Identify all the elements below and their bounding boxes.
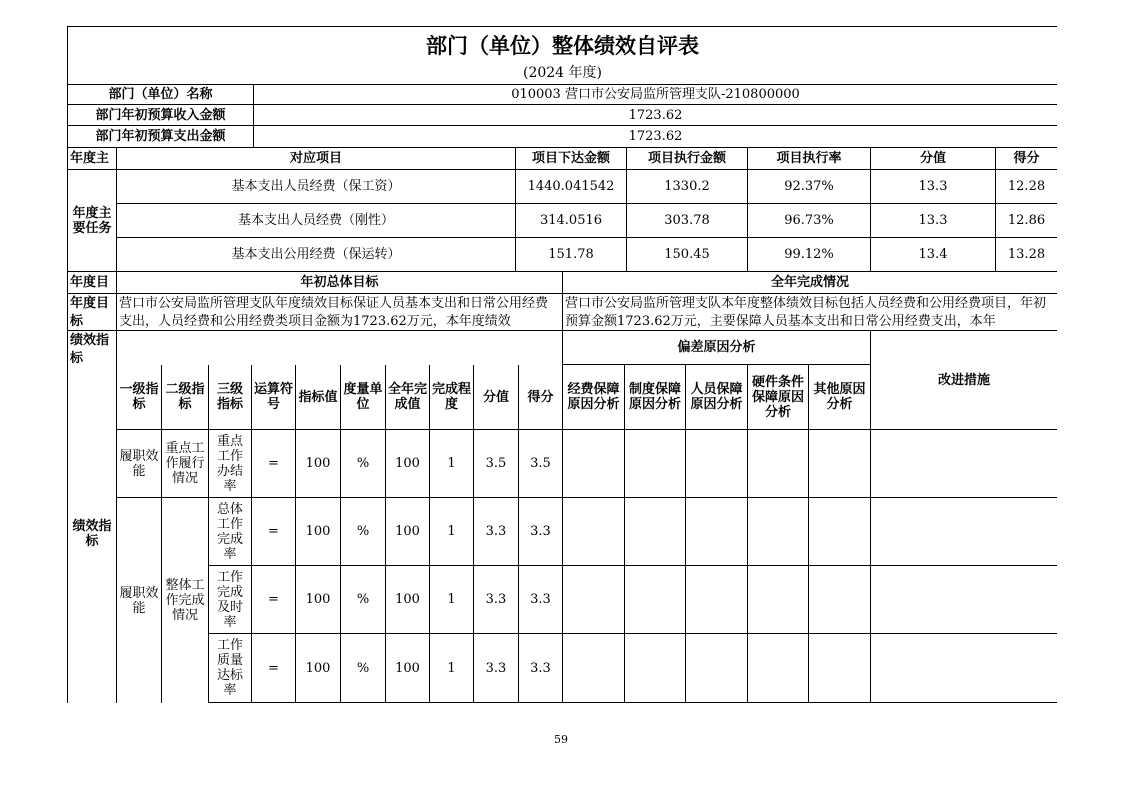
ind-header-degree: 完成程度: [430, 365, 474, 430]
task-row-1-allocated: 1440.041542: [516, 170, 627, 204]
ind-row-3-improve: [871, 566, 1057, 634]
task-row-2-score: 12.86: [996, 204, 1057, 238]
task-row-2-item: 基本支出人员经费（刚性）: [117, 204, 516, 238]
goals-completion-text: 营口市公安局监所管理支队本年度整体绩效目标包括人员经费和公用经费项目，年初预算金额1723.62万元，主要保障人员基本支出和日常公用经费支出，本年: [563, 294, 1057, 331]
ind-row-1-level2: 重点工作履行情况: [162, 430, 209, 498]
task-row-2-allocated: 314.0516: [516, 204, 627, 238]
ind-row-4-operator: =: [252, 634, 296, 703]
task-row-3-executed: 150.45: [627, 238, 748, 272]
ind-row-3-unit: %: [341, 566, 386, 634]
ind-header-deviation: 偏差原因分析: [563, 331, 871, 365]
ind-row-3-degree: 1: [430, 566, 474, 634]
ind-header-spacer: [117, 331, 563, 365]
ind-header-unit: 度量单位: [341, 365, 386, 430]
task-row-1-score: 12.28: [996, 170, 1057, 204]
ind-row-1-dev-hardware: [748, 430, 809, 498]
ind-row-4-dev-staff: [686, 634, 748, 703]
task-row-2-executed: 303.78: [627, 204, 748, 238]
page-number: 59: [554, 733, 568, 746]
ind-row-1-unit: %: [341, 430, 386, 498]
ind-row-3-dev-funding: [563, 566, 625, 634]
income-label: 部门年初预算收入金额: [68, 105, 254, 126]
ind-header-dev-funding: 经费保障原因分析: [563, 365, 625, 430]
ind-row-4-improve: [871, 634, 1057, 703]
ind-row-4-target: 100: [296, 634, 341, 703]
ind-header-dev-other: 其他原因分析: [809, 365, 871, 430]
ind-row-1-degree: 1: [430, 430, 474, 498]
ind-row-1-annual: 100: [386, 430, 430, 498]
ind-row-2-target: 100: [296, 498, 341, 566]
task-row-3-allocated: 151.78: [516, 238, 627, 272]
ind-row-1-dev-other: [809, 430, 871, 498]
ind-row-2-unit: %: [341, 498, 386, 566]
ind-row-4-dev-hardware: [748, 634, 809, 703]
ind-row-4-dev-system: [625, 634, 686, 703]
ind-row-4-level3: 工作质量达标率: [209, 634, 252, 703]
tasks-side-label: 年度主要任务: [68, 170, 117, 272]
page-title: 部门（单位）整体绩效自评表: [426, 32, 699, 58]
ind-row-3-dev-system: [625, 566, 686, 634]
tasks-header-allocated: 项目下达金额: [516, 148, 627, 170]
goals-completion-header: 全年完成情况: [563, 272, 1057, 294]
ind-row-1-score: 3.5: [519, 430, 563, 498]
ind-row-3-dev-staff: [686, 566, 748, 634]
ind-header-score-value: 分值: [474, 365, 519, 430]
ind-row-1-level1: 履职效能: [117, 430, 162, 498]
task-row-3-rate: 99.12%: [748, 238, 871, 272]
goals-side-label: 年度目标: [68, 294, 117, 331]
task-row-2-rate: 96.73%: [748, 204, 871, 238]
goals-initial-header: 年初总体目标: [117, 272, 563, 294]
ind-header-improve: 改进措施: [871, 331, 1057, 430]
ind-row-3-level3: 工作完成及时率: [209, 566, 252, 634]
goals-initial-text: 营口市公安局监所管理支队年度绩效目标保证人员基本支出和日常公用经费支出，人员经费和公用经费类项目金额为1723.62万元，本年度绩效: [117, 294, 563, 331]
ind-row-2-dev-hardware: [748, 498, 809, 566]
ind-row-3-dev-other: [809, 566, 871, 634]
ind-row-1-improve: [871, 430, 1057, 498]
ind-row-1-score-value: 3.5: [474, 430, 519, 498]
ind-row-1-target: 100: [296, 430, 341, 498]
ind-row-1-level3: 重点工作办结率: [209, 430, 252, 498]
ind-header-operator: 运算符号: [252, 365, 296, 430]
task-row-1-score-value: 13.3: [871, 170, 996, 204]
tasks-header-rate: 项目执行率: [748, 148, 871, 170]
task-row-1-rate: 92.37%: [748, 170, 871, 204]
ind-row-4-score-value: 3.3: [474, 634, 519, 703]
ind-row-4-dev-other: [809, 634, 871, 703]
ind-row-3-annual: 100: [386, 566, 430, 634]
ind-row-2-annual: 100: [386, 498, 430, 566]
tasks-header-score-value: 分值: [871, 148, 996, 170]
ind-row-1-dev-funding: [563, 430, 625, 498]
tasks-header-executed: 项目执行金额: [627, 148, 748, 170]
ind-row-4-annual: 100: [386, 634, 430, 703]
ind-row-3-dev-hardware: [748, 566, 809, 634]
ind-row-2-score: 3.3: [519, 498, 563, 566]
task-row-3-item: 基本支出公用经费（保运转）: [117, 238, 516, 272]
ind-row-4-score: 3.3: [519, 634, 563, 703]
ind-row-2-improve: [871, 498, 1057, 566]
ind-row-3-score-value: 3.3: [474, 566, 519, 634]
ind-row-1-dev-system: [625, 430, 686, 498]
tasks-header-score: 得分: [996, 148, 1057, 170]
ind-row-2-dev-funding: [563, 498, 625, 566]
ind-header-target: 指标值: [296, 365, 341, 430]
ind-header-dev-hardware: 硬件条件保障原因分析: [748, 365, 809, 430]
ind-header-level3: 三级指标: [209, 365, 252, 430]
income-value: 1723.62: [254, 105, 1057, 126]
ind-row-4-degree: 1: [430, 634, 474, 703]
ind-header-level2: 二级指标: [162, 365, 209, 430]
page-subtitle: (2024 年度): [68, 63, 1057, 85]
ind-header-score: 得分: [519, 365, 563, 430]
tasks-side-label-top: 年度主: [68, 148, 117, 170]
ind-row-3-target: 100: [296, 566, 341, 634]
ind-row-2-level3: 总体工作完成率: [209, 498, 252, 566]
tasks-header-item: 对应项目: [117, 148, 516, 170]
dept-name-label: 部门（单位）名称: [68, 85, 254, 105]
ind-row-3-operator: =: [252, 566, 296, 634]
ind-row-4-dev-funding: [563, 634, 625, 703]
ind-row-1-operator: =: [252, 430, 296, 498]
goals-side-label-top: 年度目: [68, 272, 117, 294]
evaluation-sheet: [67, 26, 1057, 703]
expense-value: 1723.62: [254, 126, 1057, 148]
ind-row-2-degree: 1: [430, 498, 474, 566]
ind-rows-2-4-level1: 履职效能: [117, 498, 162, 703]
indicators-side-label-top: 绩效指标: [68, 331, 117, 365]
ind-rows-2-4-level2: 整体工作完成情况: [162, 498, 209, 703]
ind-row-2-score-value: 3.3: [474, 498, 519, 566]
ind-header-annual: 全年完成值: [386, 365, 430, 430]
ind-row-2-dev-staff: [686, 498, 748, 566]
ind-row-1-dev-staff: [686, 430, 748, 498]
ind-row-4-unit: %: [341, 634, 386, 703]
task-row-1-executed: 1330.2: [627, 170, 748, 204]
dept-name-value: 010003 营口市公安局监所管理支队-210800000: [254, 85, 1057, 105]
task-row-1-item: 基本支出人员经费（保工资）: [117, 170, 516, 204]
task-row-3-score: 13.28: [996, 238, 1057, 272]
ind-header-dev-system: 制度保障原因分析: [625, 365, 686, 430]
ind-row-2-dev-system: [625, 498, 686, 566]
ind-row-2-operator: =: [252, 498, 296, 566]
task-row-3-score-value: 13.4: [871, 238, 996, 272]
task-row-2-score-value: 13.3: [871, 204, 996, 238]
expense-label: 部门年初预算支出金额: [68, 126, 254, 148]
ind-header-dev-staff: 人员保障原因分析: [686, 365, 748, 430]
ind-row-2-dev-other: [809, 498, 871, 566]
ind-row-3-score: 3.3: [519, 566, 563, 634]
indicators-side-label: 绩效指标: [68, 365, 117, 703]
ind-header-level1: 一级指标: [117, 365, 162, 430]
